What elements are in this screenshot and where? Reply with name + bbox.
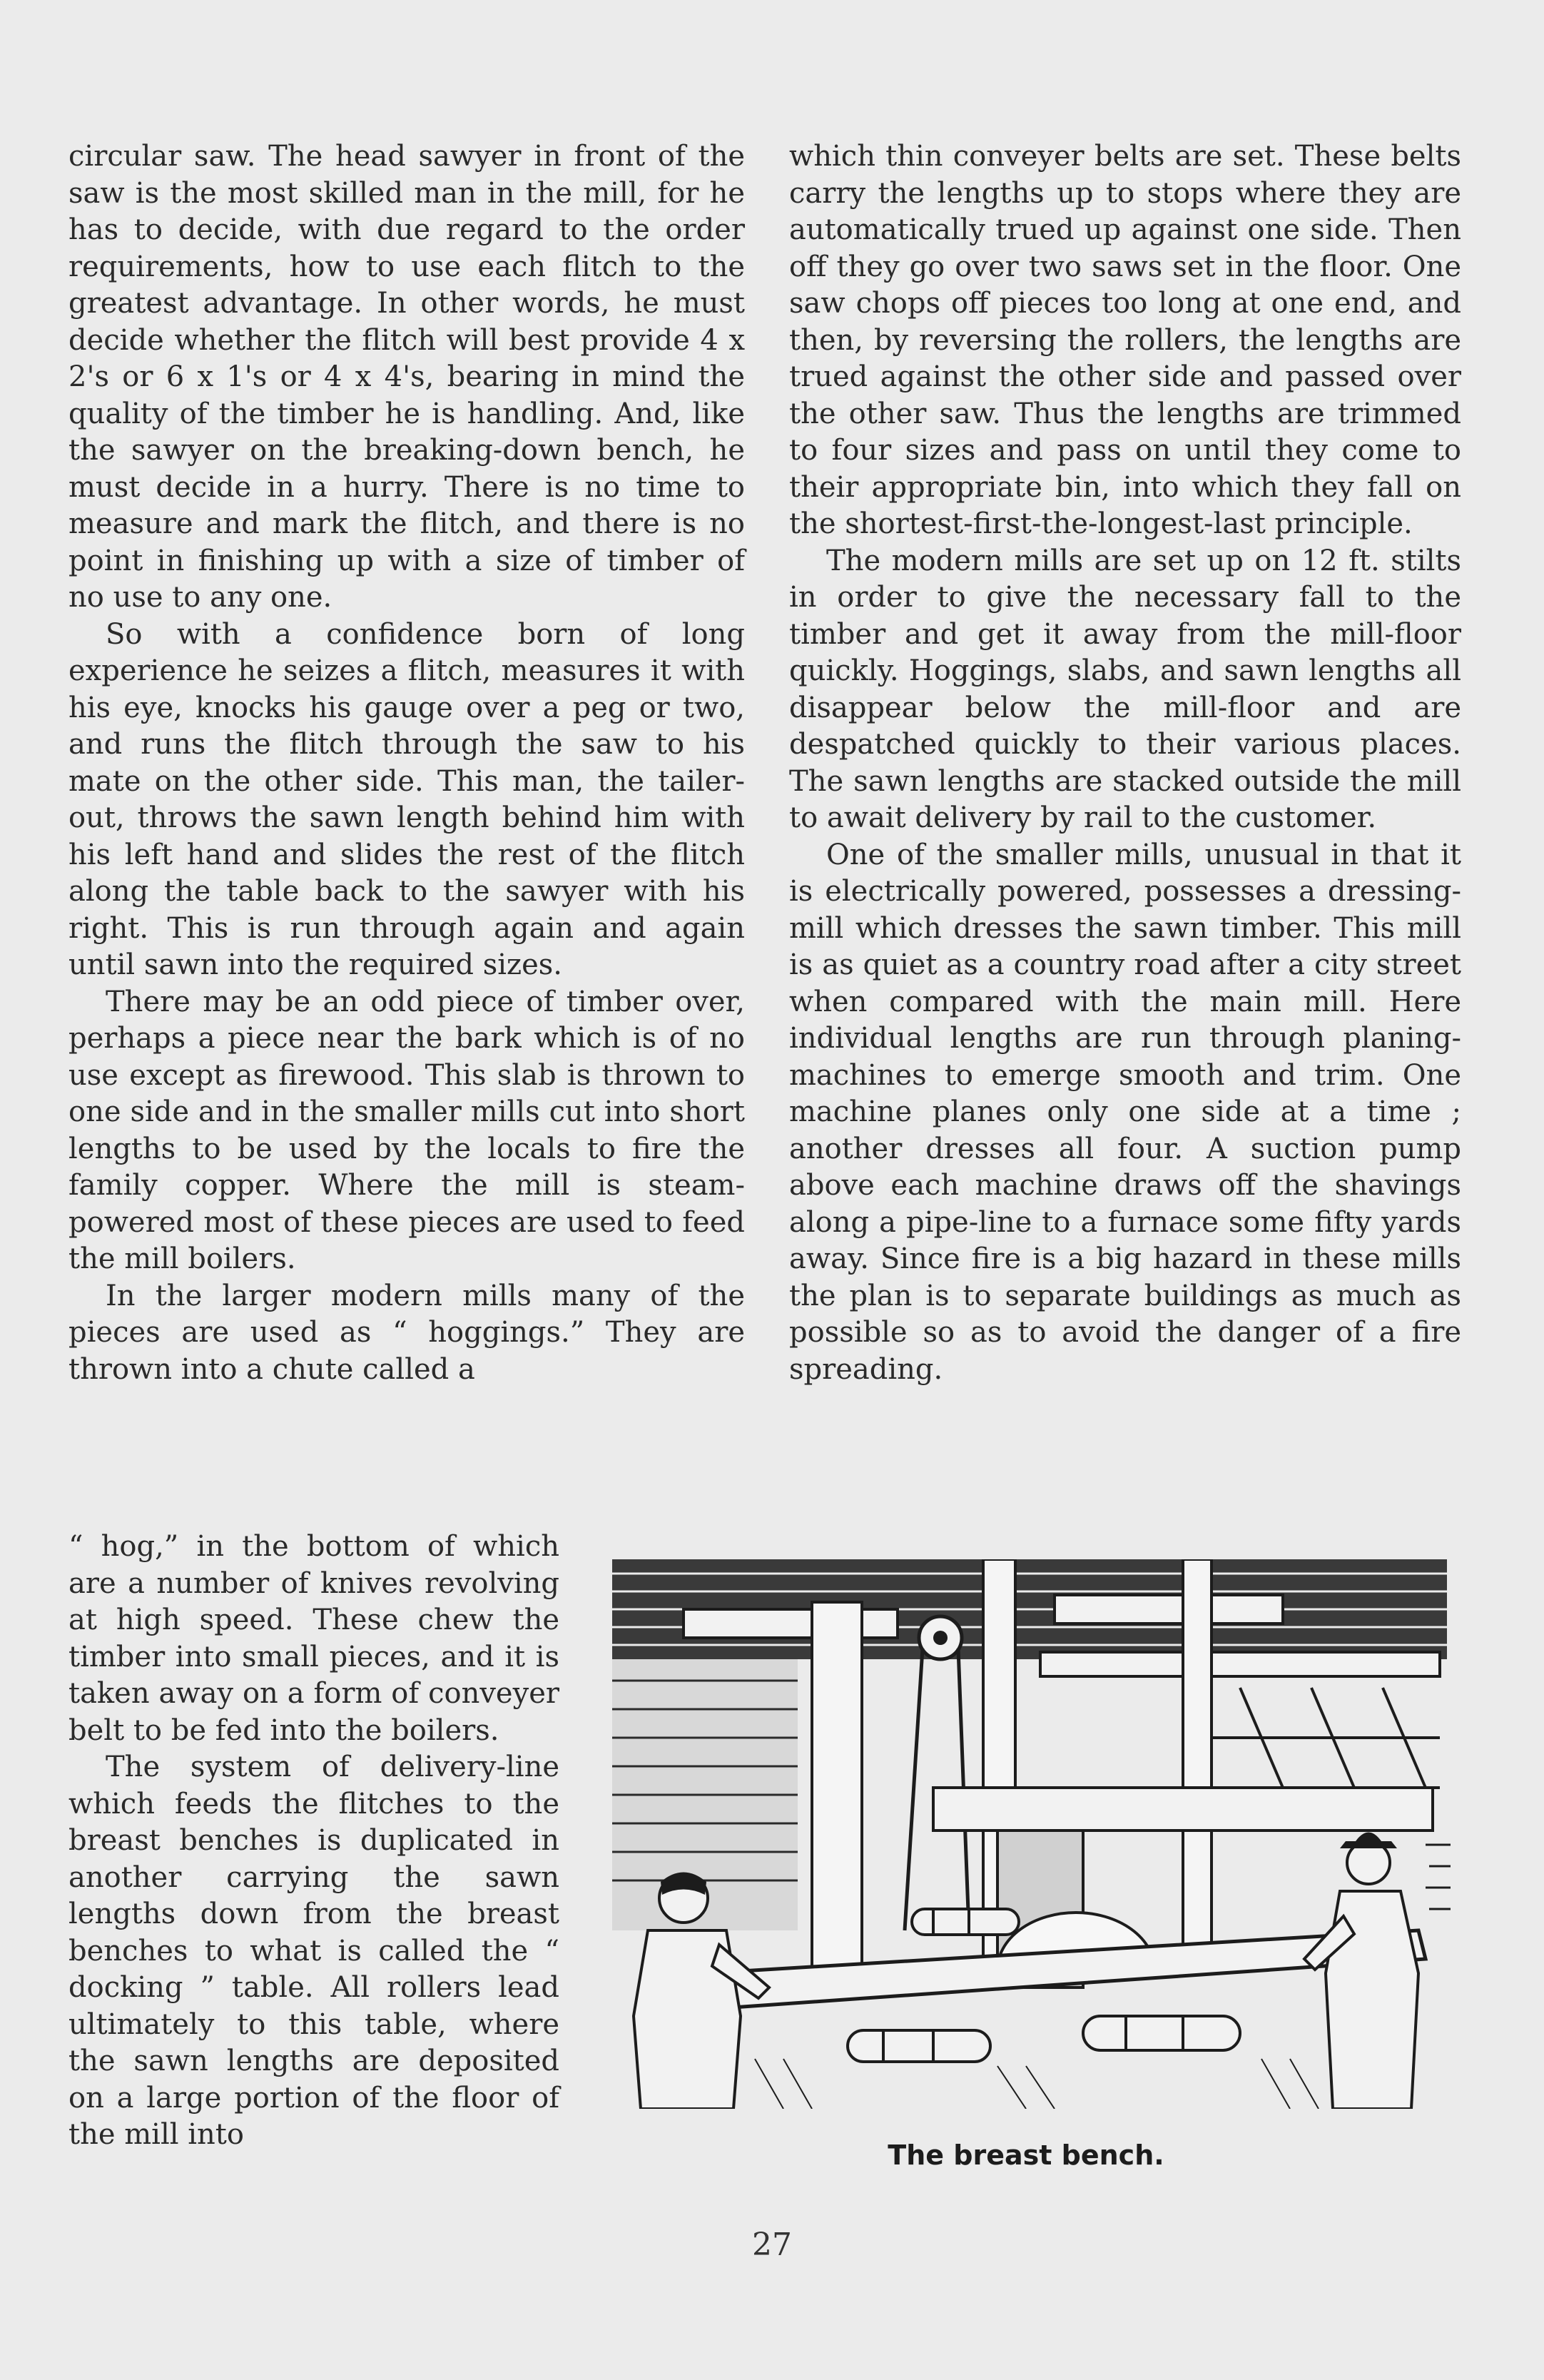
paragraph: In the larger modern mills many of the pieces are used as “ hoggings.” They are thrown into a chute called a <box>68 1279 745 1386</box>
left-column-narrow <box>68 1529 559 2154</box>
figure-caption: The breast bench. <box>888 2140 1164 2171</box>
paragraph: which thin conveyer belts are set. These belts carry the lengths up to stops where they are automatically trued up against one side. Then off they go over two saws set in the floor. One saw chops off pieces too long at one end, and then, by reversing the rollers, the lengths are trued against the other side and passed over the other saw. Thus the lengths are trimmed to four sizes and pass on until they come to their appropriate bin, into which they fall on the shortest-first-the-longest-last principle. <box>789 140 1461 540</box>
paragraph: There may be an odd piece of timber over, perhaps a piece near the bark which is of no use except as firewood. This slab is thrown to one side and in the smaller mills cut into short lengths to be used by the locals to fire the family copper. Where the mill is steam-powered most of these pieces are used to feed the mill boilers. <box>68 985 745 1275</box>
paragraph: One of the smaller mills, unusual in that it is electrically powered, possesses a dressing-mill which dresses the sawn timber. This mill is as quiet as a country road after a city street when compared with the main mill. Here individual lengths are run through planing-machines to emerge smooth and trim. One machine planes only one side at a time ; another dresses all four. A suction pump above each machine draws off the shavings along a pipe-line to a furnace some fifty yards away. Since fire is a big hazard in these mills the plan is to separate buildings as much as possible so as to avoid the danger of a fire spreading. <box>789 838 1461 1386</box>
breast-bench-illustration <box>598 1559 1454 2109</box>
paragraph: “ hog,” in the bottom of which are a number of knives revolving at high speed. These chew the timber into small pieces, and it is taken away on a form of conveyer belt to be fed into the boilers. <box>68 1530 559 1747</box>
paragraph: The system of delivery-line which feeds the flitches to the breast benches is duplicated in another carrying the sawn lengths down from the breast benches to what is called the “ docking ” table. All rollers lead ultimately to this table, where the sawn lengths are deposited on a large portion of the floor of the mill into <box>68 1751 559 2151</box>
paragraph: So with a confidence born of long experience he seizes a flitch, measures it with his eye, knocks his gauge over a peg or two, and runs the flitch through the saw to his mate on the other side. This man, the tailer-out, throws the sawn length behind him with his left hand and slides the rest of the flitch along the table back to the sawyer with his right. This is run through again and again until sawn into the required sizes. <box>68 617 745 981</box>
left-column-top <box>68 138 745 1388</box>
paragraph: The modern mills are set up on 12 ft. stilts in order to give the necessary fall to the timber and get it away from the mill-floor quickly. Hoggings, slabs, and sawn lengths all disappear below the mill-floor and are despatched quickly to their various places. The sawn lengths are stacked outside the mill to await delivery by rail to the customer. <box>789 544 1461 834</box>
right-column <box>789 138 1461 1388</box>
paragraph: circular saw. The head sawyer in front of the saw is the most skilled man in the mill, for he has to decide, with due regard to the order requirements, how to use each flitch to the greatest advantage. In other words, he must decide whether the flitch will best provide 4 x 2's or 6 x 1's or 4 x 4's, bearing in mind the quality of the timber he is handling. And, like the sawyer on the breaking-down bench, he must decide in a hurry. There is no time to measure and mark the flitch, and there is no point in finishing up with a size of timber of no use to any one. <box>68 140 745 614</box>
page-number: 27 <box>752 2227 792 2263</box>
